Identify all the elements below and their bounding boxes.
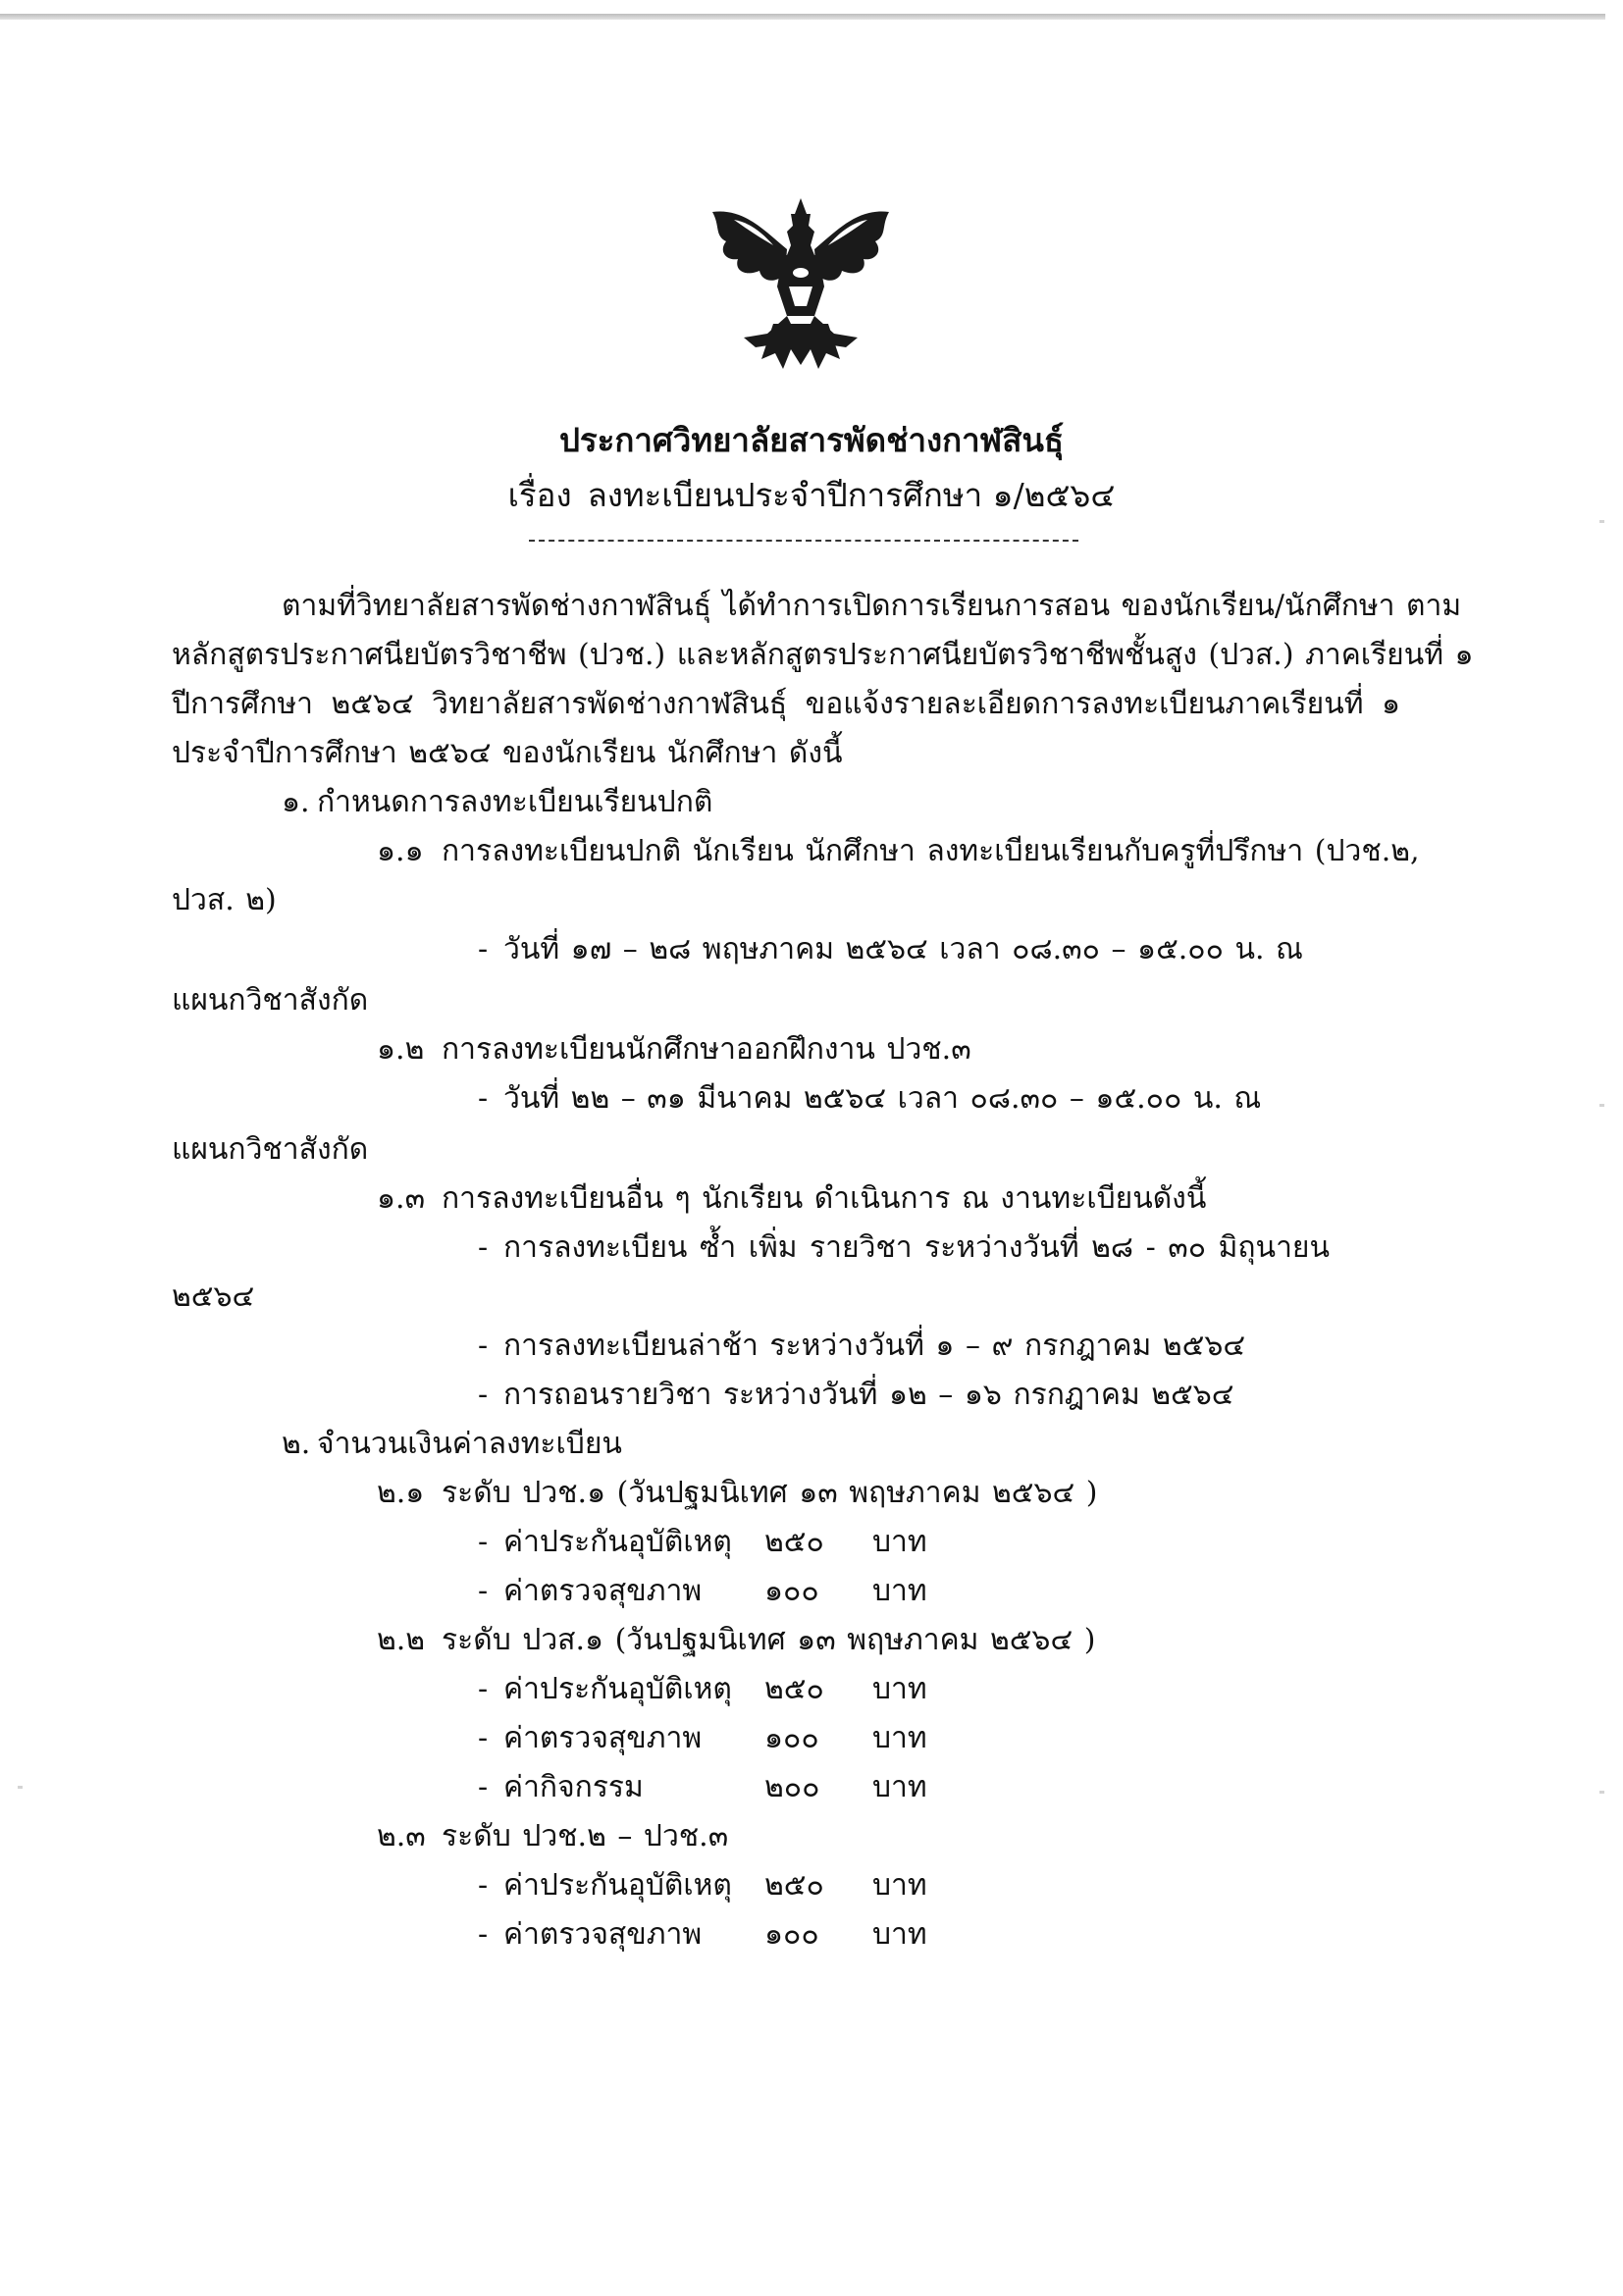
fee-currency: บาท <box>872 1672 927 1706</box>
item-number: ๑.๓ <box>377 1181 426 1216</box>
subject-line <box>0 476 1623 514</box>
fee-currency: บาท <box>872 1917 927 1952</box>
bullet-line <box>478 1331 1245 1361</box>
bullet-line <box>478 1378 1234 1412</box>
fee-amount: ๑๐๐ <box>764 1917 819 1952</box>
garuda-emblem-icon <box>705 190 897 375</box>
list-item <box>377 1032 971 1067</box>
fee-currency: บาท <box>872 1525 927 1559</box>
bullet-text: การลงทะเบียนล่าช้า ระหว่างวันที่ ๑ – ๙ กรกฎาคม ๒๕๖๔ <box>503 1329 1246 1363</box>
date-line <box>478 932 1303 966</box>
scan-top-edge <box>0 14 1605 20</box>
bullet-dash: - <box>478 1721 489 1755</box>
date-line <box>478 1081 1262 1116</box>
intro-line: ปีการศึกษา ๒๕๖๔ วิทยาลัยสารพัดช่างกาฬสินธุ์ ขอแจ้งรายละเอียดการลงทะเบียนภาคเรียนที่ ๑ <box>172 687 1400 721</box>
intro-line: ตามที่วิทยาลัยสารพัดช่างกาฬสินธุ์ ได้ทำการเปิดการเรียนการสอน ของนักเรียน/นักศึกษา ตาม <box>282 589 1462 623</box>
fee-name: ค่าประกันอุบัติเหตุ <box>503 1868 732 1903</box>
fee-line <box>478 1721 927 1755</box>
bullet-dash: - <box>478 1525 489 1559</box>
bullet-dash: - <box>478 1081 489 1116</box>
fee-currency: บาท <box>872 1721 927 1755</box>
place-text: แผนกวิชาสังกัด <box>172 1132 369 1167</box>
page-title: ประกาศวิทยาลัยสารพัดช่างกาฬสินธุ์ <box>558 421 1065 459</box>
fee-amount: ๒๕๐ <box>764 1868 824 1903</box>
fee-line <box>478 1525 927 1559</box>
fee-line <box>478 1574 927 1608</box>
bullet-dash: - <box>478 1574 489 1608</box>
place-text: แผนกวิชาสังกัด <box>172 983 369 1018</box>
fee-line <box>478 1770 927 1804</box>
fee-currency: บาท <box>872 1868 927 1903</box>
intro-line: หลักสูตรประกาศนียบัตรวิชาชีพ (ปวช.) และหลักสูตรประกาศนียบัตรวิชาชีพชั้นสูง (ปวส.) ภาคเรียนที่ ๑ <box>172 638 1474 672</box>
bullet-dash: - <box>478 932 489 966</box>
item-number: ๑.๒ <box>377 1032 425 1067</box>
fee-name: ค่าตรวจสุขภาพ <box>503 1574 703 1608</box>
bullet-text-cont: ๒๕๖๔ <box>172 1279 255 1314</box>
date-text: วันที่ ๑๗ – ๒๘ พฤษภาคม ๒๕๖๔ เวลา ๐๘.๓๐ – ๑๕.๐๐ น. ณ <box>503 932 1303 966</box>
list-item <box>377 1181 1207 1216</box>
fee-name: ค่ากิจกรรม <box>503 1770 644 1804</box>
bullet-dash: - <box>478 1378 489 1412</box>
section-heading-text: จำนวนเงินค่าลงทะเบียน <box>317 1427 622 1461</box>
fee-name: ค่าตรวจสุขภาพ <box>503 1721 703 1755</box>
item-number: ๑.๑ <box>377 834 424 868</box>
intro-line: ประจำปีการศึกษา ๒๕๖๔ ของนักเรียน นักศึกษา ดังนี้ <box>172 736 843 770</box>
scan-speck <box>18 1786 23 1789</box>
bullet-dash: - <box>478 1329 489 1363</box>
fee-line <box>478 1868 927 1903</box>
fee-amount: ๒๕๐ <box>764 1525 824 1559</box>
bullet-line <box>478 1230 1330 1265</box>
fee-line <box>478 1917 927 1952</box>
section-heading <box>282 1427 622 1461</box>
fee-amount: ๑๐๐ <box>764 1721 819 1755</box>
list-item <box>377 1819 729 1853</box>
item-number: ๒.๓ <box>377 1819 426 1853</box>
fee-currency: บาท <box>872 1770 927 1804</box>
item-text: การลงทะเบียนอื่น ๆ นักเรียน ดำเนินการ ณ งานทะเบียนดังนี้ <box>442 1181 1207 1216</box>
fee-name: ค่าประกันอุบัติเหตุ <box>503 1672 732 1706</box>
section-number: ๑. <box>282 785 310 819</box>
list-item <box>377 1476 1098 1510</box>
item-number: ๒.๒ <box>377 1623 426 1657</box>
item-text: ระดับ ปวช.๒ – ปวช.๓ <box>442 1819 729 1853</box>
bullet-text: การลงทะเบียน ซ้ำ เพิ่ม รายวิชา ระหว่างวันที่ ๒๘ - ๓๐ มิถุนายน <box>503 1230 1330 1265</box>
fee-currency: บาท <box>872 1574 927 1608</box>
scan-speck <box>1599 1104 1604 1107</box>
section-heading-text: กำหนดการลงทะเบียนเรียนปกติ <box>317 785 713 819</box>
subject-text: ลงทะเบียนประจำปีการศึกษา ๑/๒๕๖๔ <box>587 476 1116 514</box>
subject-label: เรื่อง <box>507 476 572 514</box>
list-item <box>377 1623 1096 1657</box>
section-number: ๒. <box>282 1427 311 1461</box>
item-text: ระดับ ปวช.๑ (วันปฐมนิเทศ ๑๓ พฤษภาคม ๒๕๖๔ ) <box>442 1476 1098 1510</box>
fee-amount: ๒๐๐ <box>764 1770 820 1804</box>
bullet-dash: - <box>478 1230 489 1265</box>
scan-speck <box>1599 1791 1604 1794</box>
bullet-dash: - <box>478 1917 489 1952</box>
item-number: ๒.๑ <box>377 1476 425 1510</box>
item-text: การลงทะเบียนนักศึกษาออกฝึกงาน ปวช.๓ <box>442 1032 971 1067</box>
scan-speck <box>1599 520 1604 523</box>
fee-amount: ๒๕๐ <box>764 1672 824 1706</box>
bullet-text: การถอนรายวิชา ระหว่างวันที่ ๑๒ – ๑๖ กรกฎาคม ๒๕๖๔ <box>503 1378 1234 1412</box>
section-heading <box>282 785 713 819</box>
item-text-cont: ปวส. ๒) <box>172 883 277 917</box>
item-text: ระดับ ปวส.๑ (วันปฐมนิเทศ ๑๓ พฤษภาคม ๒๕๖๔ ) <box>442 1623 1096 1657</box>
fee-amount: ๑๐๐ <box>764 1574 819 1608</box>
fee-line <box>478 1672 927 1706</box>
bullet-dash: - <box>478 1868 489 1903</box>
date-text: วันที่ ๒๒ – ๓๑ มีนาคม ๒๕๖๔ เวลา ๐๘.๓๐ – ๑๕.๐๐ น. ณ <box>503 1081 1262 1116</box>
fee-name: ค่าตรวจสุขภาพ <box>503 1917 703 1952</box>
item-text: การลงทะเบียนปกติ นักเรียน นักศึกษา ลงทะเบียนเรียนกับครูที่ปรึกษา (ปวช.๒, <box>442 834 1420 868</box>
fee-name: ค่าประกันอุบัติเหตุ <box>503 1525 732 1559</box>
list-item <box>377 834 1420 868</box>
bullet-dash: - <box>478 1770 489 1804</box>
bullet-dash: - <box>478 1672 489 1706</box>
title-divider <box>529 540 1078 542</box>
